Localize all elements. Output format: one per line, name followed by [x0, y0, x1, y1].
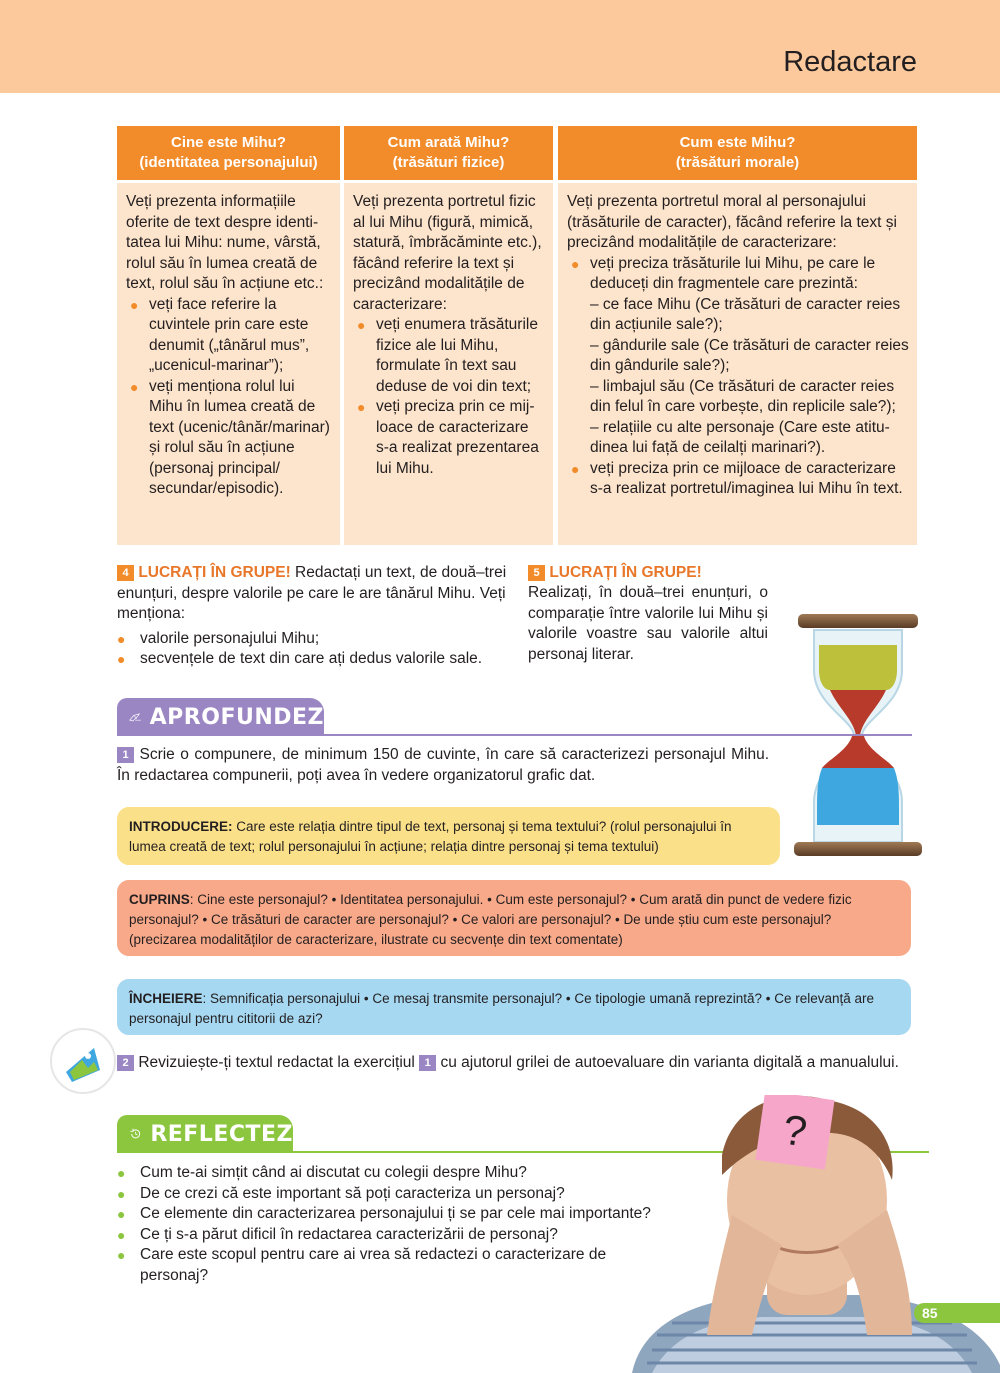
- table-cell-moral: [558, 183, 917, 545]
- organizer-label: CUPRINS: [129, 892, 190, 907]
- organizer-text: : Semnificația personajului • Ce mesaj transmite personajul? • Ce tipologie umană reprezintă? • Ce relevanță are personajul pentru cititorii de azi?: [129, 991, 875, 1026]
- organizer-incheiere: [117, 979, 911, 1035]
- bullet-icon: ●: [117, 651, 126, 667]
- bullet-icon: ●: [117, 630, 126, 647]
- dash-line: – limbajul său (Ce trăsături de caracter reies din felul în care vorbește, din replicile sale?);: [590, 377, 896, 415]
- header-line: (trăsături morale): [675, 154, 800, 171]
- exercise-reference: 1: [419, 1055, 436, 1071]
- aprofundez-exercise-1: [117, 745, 769, 786]
- image-gallery-icon: [52, 1030, 114, 1092]
- exercise-4: [117, 563, 507, 670]
- list-item-text: veți preciza prin ce mijloace de caracterizare s-a realizat prezentarea lui Mihu.: [376, 398, 539, 477]
- dash-line: – relațiile cu alte personaje (Care este atitudinea lui față de ceilalți marinari?).: [590, 418, 890, 456]
- bullet-icon: ●: [117, 1206, 126, 1222]
- cell-intro: Veți prezenta informațiile oferite de text despre identitatea lui Mihu: nume, vârstă, rolul său în lumea creată de text, rolul său în acțiune etc.:: [126, 193, 324, 292]
- exercise-title: LUCRAȚI ÎN GRUPE!: [549, 564, 702, 581]
- dash-line: – gândurile sale (Ce trăsături de caracter reies din gândurile sale?);: [590, 336, 909, 374]
- exercise-number: 2: [117, 1055, 134, 1071]
- exercise-5: [528, 563, 920, 584]
- writing-hand-icon: [129, 705, 142, 729]
- table-cell-identity: [117, 183, 340, 545]
- bullet-icon: ●: [130, 378, 139, 395]
- page-header-band: [0, 0, 1000, 93]
- cell-intro: Veți prezenta portretul fizic al lui Mihu (figură, mimică, statură, îmbrăcăminte etc.), făcând referire la text și precizând modalitățile de caracterizare:: [353, 193, 542, 313]
- header-line: Cum este Mihu?: [679, 134, 796, 151]
- list-item: [567, 459, 909, 500]
- sticky-note-question: ?: [780, 1105, 810, 1156]
- organizer-introducere: [117, 807, 780, 865]
- table-header-moral: [558, 126, 917, 180]
- bullet-icon: ●: [117, 1247, 126, 1263]
- organizer-text: Care este relația dintre tipul de text, personaj și tema textului? (rolul personajului în lumea creată de text; rolul personajului în acțiune; relația dintre personaj și tema textului): [129, 819, 732, 854]
- section-aprofundez: [117, 698, 324, 736]
- bullet-icon: ●: [357, 317, 366, 333]
- list-item: [126, 295, 332, 377]
- list-item-text: valorile personajului Mihu;: [140, 629, 320, 647]
- dash-line: – ce face Mihu (Ce trăsături de caracter reies din acțiunile sale?);: [590, 295, 901, 333]
- bullet-icon: ●: [571, 255, 580, 272]
- exercise-text: Redactați un text, de două–trei enunțuri, despre valorile pe care le are tânărul Mihu. Veți menționa:: [117, 564, 507, 622]
- section-reflectez: [117, 1115, 293, 1153]
- section-title: APROFUNDEZ: [149, 704, 324, 730]
- list-item-text: De ce crezi că este important să poți caracteriza un personaj?: [140, 1184, 565, 1202]
- hourglass-illustration: [792, 610, 924, 862]
- cell-intro: Veți prezenta portretul moral al personajului (trăsăturile de caracter), făcând referire la text și precizând modalitățile de caracterizare:: [567, 193, 897, 251]
- header-line: (identitatea personajului): [139, 154, 318, 171]
- list-item-text: Cum te-ai simțit când ai discutat cu colegii despre Mihu?: [140, 1164, 527, 1181]
- bullet-icon: ●: [117, 1226, 126, 1243]
- chapter-title: Redactare: [783, 46, 917, 78]
- refresh-clock-icon: [129, 1119, 142, 1149]
- section-divider: [117, 734, 912, 736]
- exercise-title: LUCRAȚI ÎN GRUPE!: [138, 564, 291, 581]
- list-item: [353, 315, 545, 397]
- header-line: (trăsături fizice): [392, 154, 505, 171]
- section-title: REFLECTEZ: [150, 1121, 293, 1147]
- list-item: [117, 1204, 697, 1225]
- exercise-number: 5: [528, 565, 545, 581]
- list-item-text: veți preciza prin ce mijloace de caracterizare s-a realizat portretul/imaginea lui Mihu în text.: [590, 459, 903, 497]
- exercise-number: 1: [117, 747, 134, 763]
- reflectez-list: [117, 1163, 697, 1286]
- organizer-label: ÎNCHEIERE: [129, 991, 203, 1006]
- exercise-text: Scrie o compunere, de minimum 150 de cuvinte, în care să caracterizezi personajul Mihu. În redactarea compunerii, poți avea în vedere organizatorul grafic dat.: [117, 746, 769, 784]
- list-item: [353, 397, 545, 479]
- list-item: [117, 649, 507, 670]
- list-item-text: Ce elemente din caracterizarea personajului ți se par cele mai importante?: [140, 1205, 651, 1222]
- organizer-label: INTRODUCERE:: [129, 819, 233, 834]
- organizer-text: : Cine este personajul? • Identitatea personajului. • Cum este personajul? • Cum arată din punct de vedere fizic personajul? • Ce trăsături de caracter are personajul? • Ce valori are personajul? • De unde știu cum este personajul? (precizarea modalităților de caracterizare, ilustrate cu secvențe din text comentate): [129, 892, 852, 947]
- list-item: [117, 1225, 697, 1246]
- list-item: [567, 254, 909, 459]
- list-item: [117, 629, 507, 650]
- list-item-text: veți enumera trăsăturile fizice ale lui Mihu, formulate în text sau deduse de voi din text;: [376, 316, 538, 395]
- list-item: [117, 1163, 697, 1184]
- exercise-text: Revizuiește-ți textul redactat la exercițiul: [138, 1054, 415, 1071]
- list-item-text: veți menționa rolul lui Mihu în lumea creată de text (ucenic/tânăr/marinar) și rolul său în acțiune (personaj principal/ secundar/episodic).: [149, 377, 330, 497]
- exercise-text: cu ajutorul grilei de autoevaluare din varianta digitală a manualului.: [440, 1054, 899, 1071]
- list-item: [117, 1245, 610, 1286]
- digital-resource-button[interactable]: [50, 1028, 116, 1094]
- aprofundez-exercise-2: [117, 1053, 937, 1074]
- list-item-text: Ce ți s-a părut dificil în redactarea caracterizării de personaj?: [140, 1225, 558, 1243]
- bullet-icon: ●: [130, 296, 139, 313]
- table-header-identity: [117, 126, 340, 180]
- bullet-icon: ●: [357, 399, 366, 415]
- list-item-text: veți preciza trăsăturile lui Mihu, pe care le deduceți din fragmentele care prezintă:: [590, 254, 876, 292]
- organizer-cuprins: [117, 880, 911, 956]
- header-line: Cum arată Mihu?: [387, 134, 510, 151]
- bullet-icon: ●: [571, 460, 580, 477]
- thinking-boy-photo: [612, 1095, 1000, 1373]
- list-item-text: Care este scopul pentru care ai vrea să redactezi o caracterizare de personaj?: [140, 1246, 607, 1284]
- bullet-icon: ●: [117, 1185, 126, 1202]
- page-number: 85: [914, 1303, 1000, 1323]
- list-item: [117, 1184, 697, 1205]
- table-cell-physical: [344, 183, 553, 545]
- list-item-text: secvențele de text din care ați dedus valorile sale.: [140, 650, 483, 667]
- list-item-text: veți face referire la cuvintele prin care este denumit („tânărul mus”, „ucenicul-marinar”);: [149, 295, 310, 374]
- bullet-icon: ●: [117, 1165, 126, 1181]
- header-line: Cine este Mihu?: [170, 134, 286, 151]
- exercise-5-text: Realizați, în două–trei enunțuri, o comparație între valorile lui Mihu și valorile voastre sau valorile altui personaj literar.: [528, 584, 768, 663]
- exercise-number: 4: [117, 565, 134, 581]
- table-header-physical: [344, 126, 553, 180]
- list-item: [126, 377, 332, 500]
